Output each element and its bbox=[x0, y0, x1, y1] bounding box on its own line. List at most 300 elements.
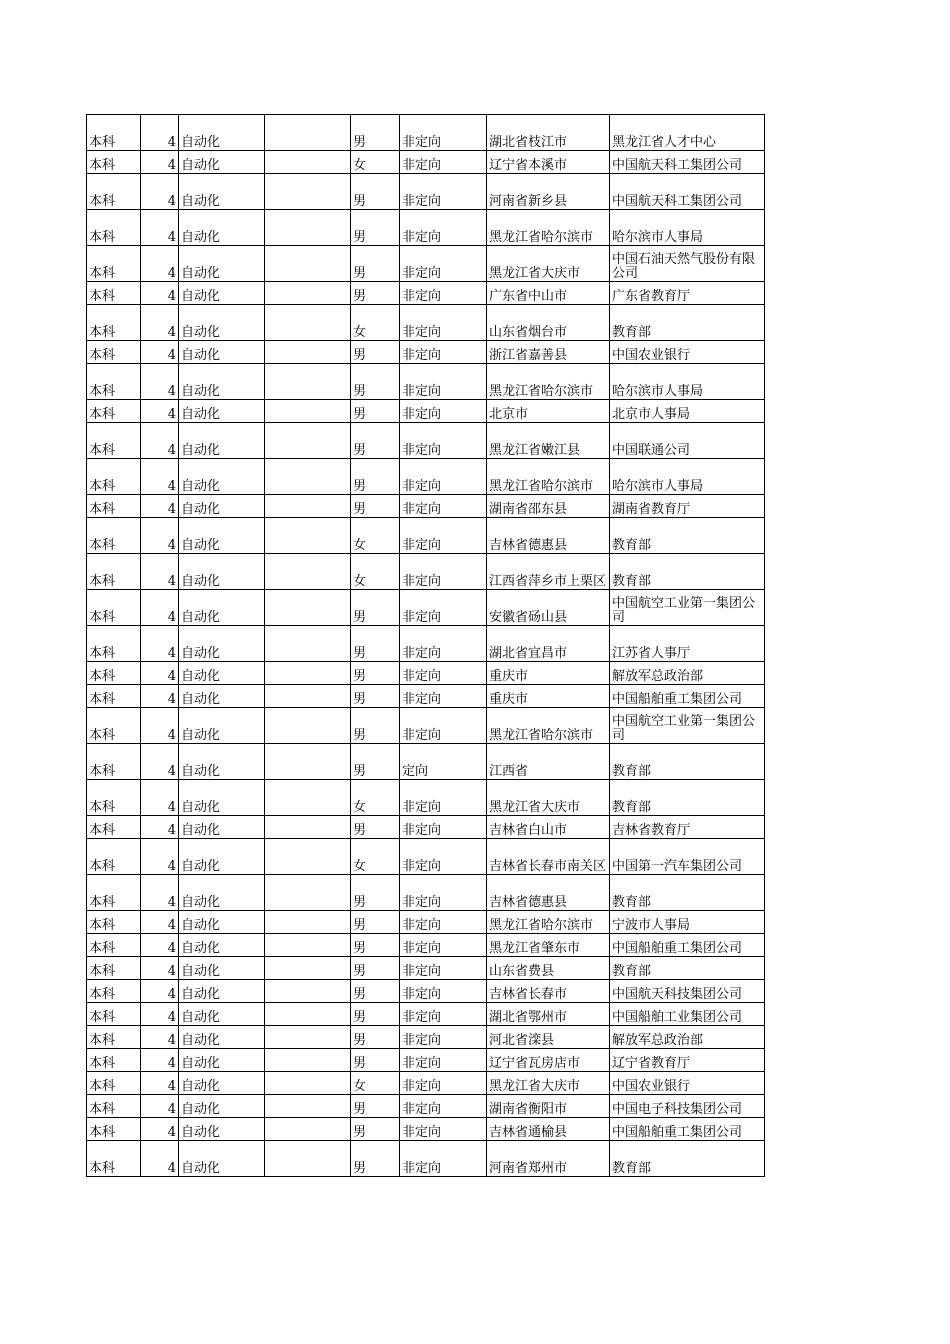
degree-cell[interactable]: 本科 bbox=[87, 459, 141, 495]
type-cell[interactable]: 非定向 bbox=[400, 1095, 487, 1118]
major-cell[interactable]: 自动化 bbox=[179, 1118, 265, 1141]
major-cell[interactable]: 自动化 bbox=[179, 495, 265, 518]
type-cell[interactable]: 非定向 bbox=[400, 934, 487, 957]
blank-cell[interactable] bbox=[265, 685, 351, 708]
major-cell[interactable]: 自动化 bbox=[179, 934, 265, 957]
blank-cell[interactable] bbox=[265, 708, 351, 744]
major-cell[interactable]: 自动化 bbox=[179, 400, 265, 423]
years-cell[interactable]: 4 bbox=[141, 1049, 179, 1072]
blank-cell[interactable] bbox=[265, 744, 351, 780]
unit-cell[interactable]: 中国航空工业第一集团公司 bbox=[610, 708, 765, 744]
origin-cell[interactable]: 吉林省德惠县 bbox=[487, 518, 610, 554]
blank-cell[interactable] bbox=[265, 210, 351, 246]
degree-cell[interactable]: 本科 bbox=[87, 875, 141, 911]
table-row bbox=[87, 174, 765, 210]
major-cell[interactable]: 自动化 bbox=[179, 780, 265, 816]
origin-cell[interactable]: 黑龙江省大庆市 bbox=[487, 1072, 610, 1095]
blank-cell[interactable] bbox=[265, 839, 351, 875]
years-cell[interactable]: 4 bbox=[141, 708, 179, 744]
degree-cell[interactable]: 本科 bbox=[87, 662, 141, 685]
years-cell[interactable]: 4 bbox=[141, 423, 179, 459]
degree-cell[interactable]: 本科 bbox=[87, 1141, 141, 1177]
major-cell[interactable]: 自动化 bbox=[179, 685, 265, 708]
origin-cell[interactable]: 吉林省通榆县 bbox=[487, 1118, 610, 1141]
years-cell[interactable]: 4 bbox=[141, 518, 179, 554]
unit-cell[interactable]: 教育部 bbox=[610, 1141, 765, 1177]
unit-cell[interactable]: 哈尔滨市人事局 bbox=[610, 459, 765, 495]
years-cell[interactable]: 4 bbox=[141, 400, 179, 423]
blank-cell[interactable] bbox=[265, 305, 351, 341]
degree-cell[interactable]: 本科 bbox=[87, 685, 141, 708]
origin-cell[interactable]: 重庆市 bbox=[487, 685, 610, 708]
unit-cell[interactable]: 江苏省人事厅 bbox=[610, 626, 765, 662]
origin-cell[interactable]: 辽宁省瓦房店市 bbox=[487, 1049, 610, 1072]
degree-cell[interactable]: 本科 bbox=[87, 708, 141, 744]
major-cell[interactable]: 自动化 bbox=[179, 115, 265, 151]
degree-cell[interactable]: 本科 bbox=[87, 341, 141, 364]
degree-cell[interactable]: 本科 bbox=[87, 174, 141, 210]
degree-cell[interactable]: 本科 bbox=[87, 780, 141, 816]
table-row bbox=[87, 957, 765, 980]
origin-cell[interactable]: 湖北省宜昌市 bbox=[487, 626, 610, 662]
unit-cell[interactable]: 教育部 bbox=[610, 305, 765, 341]
blank-cell[interactable] bbox=[265, 115, 351, 151]
type-cell[interactable]: 非定向 bbox=[400, 341, 487, 364]
gender-cell[interactable]: 女 bbox=[351, 554, 400, 590]
blank-cell[interactable] bbox=[265, 364, 351, 400]
years-cell[interactable]: 4 bbox=[141, 662, 179, 685]
degree-cell[interactable]: 本科 bbox=[87, 980, 141, 1003]
type-cell[interactable]: 非定向 bbox=[400, 590, 487, 626]
gender-cell[interactable]: 男 bbox=[351, 210, 400, 246]
major-cell[interactable]: 自动化 bbox=[179, 423, 265, 459]
major-cell[interactable]: 自动化 bbox=[179, 151, 265, 174]
gender-cell[interactable]: 男 bbox=[351, 685, 400, 708]
years-cell[interactable]: 4 bbox=[141, 364, 179, 400]
years-cell[interactable]: 4 bbox=[141, 875, 179, 911]
degree-cell[interactable]: 本科 bbox=[87, 115, 141, 151]
table-row bbox=[87, 364, 765, 400]
major-cell[interactable]: 自动化 bbox=[179, 282, 265, 305]
degree-cell[interactable]: 本科 bbox=[87, 957, 141, 980]
origin-cell[interactable]: 吉林省长春市南关区 bbox=[487, 839, 610, 875]
unit-cell[interactable]: 中国船舶重工集团公司 bbox=[610, 685, 765, 708]
degree-cell[interactable]: 本科 bbox=[87, 151, 141, 174]
unit-cell[interactable]: 北京市人事局 bbox=[610, 400, 765, 423]
years-cell[interactable]: 4 bbox=[141, 780, 179, 816]
origin-cell[interactable]: 吉林省德惠县 bbox=[487, 875, 610, 911]
type-cell[interactable]: 非定向 bbox=[400, 115, 487, 151]
origin-cell[interactable]: 河南省郑州市 bbox=[487, 1141, 610, 1177]
major-cell[interactable]: 自动化 bbox=[179, 305, 265, 341]
type-cell[interactable]: 非定向 bbox=[400, 911, 487, 934]
unit-cell[interactable]: 教育部 bbox=[610, 554, 765, 590]
gender-cell[interactable]: 男 bbox=[351, 590, 400, 626]
blank-cell[interactable] bbox=[265, 423, 351, 459]
major-cell[interactable]: 自动化 bbox=[179, 911, 265, 934]
type-cell[interactable]: 非定向 bbox=[400, 685, 487, 708]
type-cell[interactable]: 定向 bbox=[400, 744, 487, 780]
major-cell[interactable]: 自动化 bbox=[179, 957, 265, 980]
unit-cell[interactable]: 教育部 bbox=[610, 744, 765, 780]
major-cell[interactable]: 自动化 bbox=[179, 1072, 265, 1095]
type-cell[interactable]: 非定向 bbox=[400, 875, 487, 911]
major-cell[interactable]: 自动化 bbox=[179, 816, 265, 839]
blank-cell[interactable] bbox=[265, 151, 351, 174]
type-cell[interactable]: 非定向 bbox=[400, 210, 487, 246]
gender-cell[interactable]: 男 bbox=[351, 246, 400, 282]
table-row bbox=[87, 400, 765, 423]
blank-cell[interactable] bbox=[265, 816, 351, 839]
gender-cell[interactable]: 男 bbox=[351, 423, 400, 459]
gender-cell[interactable]: 女 bbox=[351, 305, 400, 341]
type-cell[interactable]: 非定向 bbox=[400, 151, 487, 174]
unit-cell[interactable]: 中国农业银行 bbox=[610, 341, 765, 364]
major-cell[interactable]: 自动化 bbox=[179, 1026, 265, 1049]
gender-cell[interactable]: 女 bbox=[351, 780, 400, 816]
table-row bbox=[87, 341, 765, 364]
type-cell[interactable]: 非定向 bbox=[400, 554, 487, 590]
major-cell[interactable]: 自动化 bbox=[179, 1095, 265, 1118]
years-cell[interactable]: 4 bbox=[141, 1026, 179, 1049]
degree-cell[interactable]: 本科 bbox=[87, 590, 141, 626]
type-cell[interactable]: 非定向 bbox=[400, 980, 487, 1003]
unit-cell[interactable]: 解放军总政治部 bbox=[610, 1026, 765, 1049]
blank-cell[interactable] bbox=[265, 626, 351, 662]
years-cell[interactable]: 4 bbox=[141, 210, 179, 246]
origin-cell[interactable]: 黑龙江省大庆市 bbox=[487, 246, 610, 282]
major-cell[interactable]: 自动化 bbox=[179, 459, 265, 495]
years-cell[interactable]: 4 bbox=[141, 305, 179, 341]
gender-cell[interactable]: 男 bbox=[351, 1026, 400, 1049]
origin-cell[interactable]: 浙江省嘉善县 bbox=[487, 341, 610, 364]
blank-cell[interactable] bbox=[265, 554, 351, 590]
blank-cell[interactable] bbox=[265, 780, 351, 816]
table-row bbox=[87, 282, 765, 305]
origin-cell[interactable]: 吉林省长春市 bbox=[487, 980, 610, 1003]
unit-cell[interactable]: 教育部 bbox=[610, 957, 765, 980]
type-cell[interactable]: 非定向 bbox=[400, 1072, 487, 1095]
gender-cell[interactable]: 男 bbox=[351, 934, 400, 957]
blank-cell[interactable] bbox=[265, 980, 351, 1003]
unit-cell[interactable]: 中国船舶工业集团公司 bbox=[610, 1003, 765, 1026]
unit-cell[interactable]: 中国石油天然气股份有限公司 bbox=[610, 246, 765, 282]
years-cell[interactable]: 4 bbox=[141, 1095, 179, 1118]
type-cell[interactable]: 非定向 bbox=[400, 423, 487, 459]
unit-cell[interactable]: 黑龙江省人才中心 bbox=[610, 115, 765, 151]
gender-cell[interactable]: 女 bbox=[351, 839, 400, 875]
table-row bbox=[87, 662, 765, 685]
unit-cell[interactable]: 湖南省教育厅 bbox=[610, 495, 765, 518]
gender-cell[interactable]: 男 bbox=[351, 1095, 400, 1118]
blank-cell[interactable] bbox=[265, 1072, 351, 1095]
degree-cell[interactable]: 本科 bbox=[87, 816, 141, 839]
type-cell[interactable]: 非定向 bbox=[400, 1118, 487, 1141]
origin-cell[interactable]: 湖南省邵东县 bbox=[487, 495, 610, 518]
gender-cell[interactable]: 男 bbox=[351, 400, 400, 423]
origin-cell[interactable]: 重庆市 bbox=[487, 662, 610, 685]
degree-cell[interactable]: 本科 bbox=[87, 744, 141, 780]
years-cell[interactable]: 4 bbox=[141, 816, 179, 839]
blank-cell[interactable] bbox=[265, 400, 351, 423]
origin-cell[interactable]: 河北省滦县 bbox=[487, 1026, 610, 1049]
years-cell[interactable]: 4 bbox=[141, 957, 179, 980]
years-cell[interactable]: 4 bbox=[141, 1118, 179, 1141]
origin-cell[interactable]: 黑龙江省哈尔滨市 bbox=[487, 210, 610, 246]
type-cell[interactable]: 非定向 bbox=[400, 780, 487, 816]
unit-cell[interactable]: 哈尔滨市人事局 bbox=[610, 364, 765, 400]
gender-cell[interactable]: 男 bbox=[351, 364, 400, 400]
origin-cell[interactable]: 辽宁省本溪市 bbox=[487, 151, 610, 174]
years-cell[interactable]: 4 bbox=[141, 685, 179, 708]
blank-cell[interactable] bbox=[265, 911, 351, 934]
origin-cell[interactable]: 黑龙江省嫩江县 bbox=[487, 423, 610, 459]
unit-cell[interactable]: 中国航天科技集团公司 bbox=[610, 980, 765, 1003]
degree-cell[interactable]: 本科 bbox=[87, 911, 141, 934]
unit-cell[interactable]: 教育部 bbox=[610, 875, 765, 911]
major-cell[interactable]: 自动化 bbox=[179, 210, 265, 246]
years-cell[interactable]: 4 bbox=[141, 151, 179, 174]
type-cell[interactable]: 非定向 bbox=[400, 518, 487, 554]
origin-cell[interactable]: 吉林省白山市 bbox=[487, 816, 610, 839]
origin-cell[interactable]: 安徽省砀山县 bbox=[487, 590, 610, 626]
gender-cell[interactable]: 男 bbox=[351, 626, 400, 662]
years-cell[interactable]: 4 bbox=[141, 282, 179, 305]
degree-cell[interactable]: 本科 bbox=[87, 210, 141, 246]
type-cell[interactable]: 非定向 bbox=[400, 364, 487, 400]
gender-cell[interactable]: 男 bbox=[351, 875, 400, 911]
unit-cell[interactable]: 哈尔滨市人事局 bbox=[610, 210, 765, 246]
gender-cell[interactable]: 男 bbox=[351, 115, 400, 151]
gender-cell[interactable]: 女 bbox=[351, 151, 400, 174]
years-cell[interactable]: 4 bbox=[141, 115, 179, 151]
blank-cell[interactable] bbox=[265, 1026, 351, 1049]
table-row bbox=[87, 1072, 765, 1095]
major-cell[interactable]: 自动化 bbox=[179, 744, 265, 780]
gender-cell[interactable]: 男 bbox=[351, 341, 400, 364]
unit-cell[interactable]: 宁波市人事局 bbox=[610, 911, 765, 934]
years-cell[interactable]: 4 bbox=[141, 1003, 179, 1026]
gender-cell[interactable]: 男 bbox=[351, 708, 400, 744]
major-cell[interactable]: 自动化 bbox=[179, 364, 265, 400]
years-cell[interactable]: 4 bbox=[141, 174, 179, 210]
major-cell[interactable]: 自动化 bbox=[179, 518, 265, 554]
blank-cell[interactable] bbox=[265, 1095, 351, 1118]
unit-cell[interactable]: 教育部 bbox=[610, 780, 765, 816]
years-cell[interactable]: 4 bbox=[141, 246, 179, 282]
major-cell[interactable]: 自动化 bbox=[179, 626, 265, 662]
degree-cell[interactable]: 本科 bbox=[87, 400, 141, 423]
gender-cell[interactable]: 男 bbox=[351, 957, 400, 980]
type-cell[interactable]: 非定向 bbox=[400, 246, 487, 282]
years-cell[interactable]: 4 bbox=[141, 934, 179, 957]
major-cell[interactable]: 自动化 bbox=[179, 554, 265, 590]
blank-cell[interactable] bbox=[265, 1141, 351, 1177]
years-cell[interactable]: 4 bbox=[141, 626, 179, 662]
blank-cell[interactable] bbox=[265, 957, 351, 980]
unit-cell[interactable]: 中国航空工业第一集团公司 bbox=[610, 590, 765, 626]
type-cell[interactable]: 非定向 bbox=[400, 816, 487, 839]
unit-cell[interactable]: 中国电子科技集团公司 bbox=[610, 1095, 765, 1118]
type-cell[interactable]: 非定向 bbox=[400, 495, 487, 518]
origin-cell[interactable]: 江西省 bbox=[487, 744, 610, 780]
origin-cell[interactable]: 湖北省鄂州市 bbox=[487, 1003, 610, 1026]
origin-cell[interactable]: 黑龙江省肇东市 bbox=[487, 934, 610, 957]
blank-cell[interactable] bbox=[265, 341, 351, 364]
blank-cell[interactable] bbox=[265, 1049, 351, 1072]
origin-cell[interactable]: 广东省中山市 bbox=[487, 282, 610, 305]
type-cell[interactable]: 非定向 bbox=[400, 400, 487, 423]
gender-cell[interactable]: 男 bbox=[351, 174, 400, 210]
origin-cell[interactable]: 河南省新乡县 bbox=[487, 174, 610, 210]
years-cell[interactable]: 4 bbox=[141, 839, 179, 875]
type-cell[interactable]: 非定向 bbox=[400, 282, 487, 305]
degree-cell[interactable]: 本科 bbox=[87, 495, 141, 518]
origin-cell[interactable]: 黑龙江省哈尔滨市 bbox=[487, 459, 610, 495]
years-cell[interactable]: 4 bbox=[141, 554, 179, 590]
years-cell[interactable]: 4 bbox=[141, 911, 179, 934]
unit-cell[interactable]: 中国航天科工集团公司 bbox=[610, 174, 765, 210]
gender-cell[interactable]: 男 bbox=[351, 495, 400, 518]
major-cell[interactable]: 自动化 bbox=[179, 174, 265, 210]
unit-cell[interactable]: 广东省教育厅 bbox=[610, 282, 765, 305]
unit-cell[interactable]: 吉林省教育厅 bbox=[610, 816, 765, 839]
gender-cell[interactable]: 男 bbox=[351, 816, 400, 839]
origin-cell[interactable]: 山东省烟台市 bbox=[487, 305, 610, 341]
major-cell[interactable]: 自动化 bbox=[179, 246, 265, 282]
years-cell[interactable]: 4 bbox=[141, 980, 179, 1003]
unit-cell[interactable]: 教育部 bbox=[610, 518, 765, 554]
unit-cell[interactable]: 中国船舶重工集团公司 bbox=[610, 1118, 765, 1141]
degree-cell[interactable]: 本科 bbox=[87, 934, 141, 957]
origin-cell[interactable]: 湖北省枝江市 bbox=[487, 115, 610, 151]
type-cell[interactable]: 非定向 bbox=[400, 662, 487, 685]
type-cell[interactable]: 非定向 bbox=[400, 1049, 487, 1072]
type-cell[interactable]: 非定向 bbox=[400, 839, 487, 875]
degree-cell[interactable]: 本科 bbox=[87, 1049, 141, 1072]
table-row bbox=[87, 246, 765, 282]
table-body bbox=[87, 115, 765, 1177]
blank-cell[interactable] bbox=[265, 459, 351, 495]
degree-cell[interactable]: 本科 bbox=[87, 246, 141, 282]
type-cell[interactable]: 非定向 bbox=[400, 1141, 487, 1177]
blank-cell[interactable] bbox=[265, 495, 351, 518]
blank-cell[interactable] bbox=[265, 1118, 351, 1141]
degree-cell[interactable]: 本科 bbox=[87, 1095, 141, 1118]
degree-cell[interactable]: 本科 bbox=[87, 282, 141, 305]
gender-cell[interactable]: 男 bbox=[351, 1118, 400, 1141]
degree-cell[interactable]: 本科 bbox=[87, 518, 141, 554]
degree-cell[interactable]: 本科 bbox=[87, 1072, 141, 1095]
origin-cell[interactable]: 黑龙江省哈尔滨市 bbox=[487, 708, 610, 744]
type-cell[interactable]: 非定向 bbox=[400, 957, 487, 980]
unit-cell[interactable]: 中国航天科工集团公司 bbox=[610, 151, 765, 174]
degree-cell[interactable]: 本科 bbox=[87, 364, 141, 400]
table-row bbox=[87, 1118, 765, 1141]
major-cell[interactable]: 自动化 bbox=[179, 590, 265, 626]
years-cell[interactable]: 4 bbox=[141, 495, 179, 518]
blank-cell[interactable] bbox=[265, 246, 351, 282]
major-cell[interactable]: 自动化 bbox=[179, 839, 265, 875]
unit-cell[interactable]: 解放军总政治部 bbox=[610, 662, 765, 685]
major-cell[interactable]: 自动化 bbox=[179, 1003, 265, 1026]
type-cell[interactable]: 非定向 bbox=[400, 708, 487, 744]
origin-cell[interactable]: 山东省费县 bbox=[487, 957, 610, 980]
gender-cell[interactable]: 男 bbox=[351, 980, 400, 1003]
type-cell[interactable]: 非定向 bbox=[400, 626, 487, 662]
type-cell[interactable]: 非定向 bbox=[400, 459, 487, 495]
major-cell[interactable]: 自动化 bbox=[179, 341, 265, 364]
blank-cell[interactable] bbox=[265, 875, 351, 911]
table-row bbox=[87, 980, 765, 1003]
origin-cell[interactable]: 黑龙江省哈尔滨市 bbox=[487, 364, 610, 400]
blank-cell[interactable] bbox=[265, 1003, 351, 1026]
years-cell[interactable]: 4 bbox=[141, 341, 179, 364]
type-cell[interactable]: 非定向 bbox=[400, 1026, 487, 1049]
gender-cell[interactable]: 男 bbox=[351, 911, 400, 934]
degree-cell[interactable]: 本科 bbox=[87, 1003, 141, 1026]
type-cell[interactable]: 非定向 bbox=[400, 1003, 487, 1026]
major-cell[interactable]: 自动化 bbox=[179, 980, 265, 1003]
unit-cell[interactable]: 中国第一汽车集团公司 bbox=[610, 839, 765, 875]
degree-cell[interactable]: 本科 bbox=[87, 423, 141, 459]
blank-cell[interactable] bbox=[265, 590, 351, 626]
years-cell[interactable]: 4 bbox=[141, 590, 179, 626]
blank-cell[interactable] bbox=[265, 282, 351, 305]
years-cell[interactable]: 4 bbox=[141, 1141, 179, 1177]
degree-cell[interactable]: 本科 bbox=[87, 305, 141, 341]
major-cell[interactable]: 自动化 bbox=[179, 875, 265, 911]
blank-cell[interactable] bbox=[265, 518, 351, 554]
blank-cell[interactable] bbox=[265, 662, 351, 685]
origin-cell[interactable]: 北京市 bbox=[487, 400, 610, 423]
gender-cell[interactable]: 女 bbox=[351, 518, 400, 554]
unit-cell[interactable]: 中国农业银行 bbox=[610, 1072, 765, 1095]
gender-cell[interactable]: 男 bbox=[351, 662, 400, 685]
major-cell[interactable]: 自动化 bbox=[179, 1049, 265, 1072]
type-cell[interactable]: 非定向 bbox=[400, 305, 487, 341]
degree-cell[interactable]: 本科 bbox=[87, 554, 141, 590]
unit-cell[interactable]: 辽宁省教育厅 bbox=[610, 1049, 765, 1072]
gender-cell[interactable]: 男 bbox=[351, 459, 400, 495]
type-cell[interactable]: 非定向 bbox=[400, 174, 487, 210]
gender-cell[interactable]: 男 bbox=[351, 1003, 400, 1026]
gender-cell[interactable]: 女 bbox=[351, 1072, 400, 1095]
unit-cell[interactable]: 中国联通公司 bbox=[610, 423, 765, 459]
unit-cell[interactable]: 中国船舶重工集团公司 bbox=[610, 934, 765, 957]
gender-cell[interactable]: 男 bbox=[351, 744, 400, 780]
major-cell[interactable]: 自动化 bbox=[179, 1141, 265, 1177]
years-cell[interactable]: 4 bbox=[141, 744, 179, 780]
origin-cell[interactable]: 江西省萍乡市上栗区 bbox=[487, 554, 610, 590]
major-cell[interactable]: 自动化 bbox=[179, 708, 265, 744]
gender-cell[interactable]: 男 bbox=[351, 1141, 400, 1177]
origin-cell[interactable]: 黑龙江省大庆市 bbox=[487, 780, 610, 816]
major-cell[interactable]: 自动化 bbox=[179, 662, 265, 685]
years-cell[interactable]: 4 bbox=[141, 1072, 179, 1095]
blank-cell[interactable] bbox=[265, 174, 351, 210]
degree-cell[interactable]: 本科 bbox=[87, 1118, 141, 1141]
degree-cell[interactable]: 本科 bbox=[87, 839, 141, 875]
degree-cell[interactable]: 本科 bbox=[87, 626, 141, 662]
origin-cell[interactable]: 湖南省衡阳市 bbox=[487, 1095, 610, 1118]
years-cell[interactable]: 4 bbox=[141, 459, 179, 495]
gender-cell[interactable]: 男 bbox=[351, 282, 400, 305]
blank-cell[interactable] bbox=[265, 934, 351, 957]
gender-cell[interactable]: 男 bbox=[351, 1049, 400, 1072]
origin-cell[interactable]: 黑龙江省哈尔滨市 bbox=[487, 911, 610, 934]
degree-cell[interactable]: 本科 bbox=[87, 1026, 141, 1049]
